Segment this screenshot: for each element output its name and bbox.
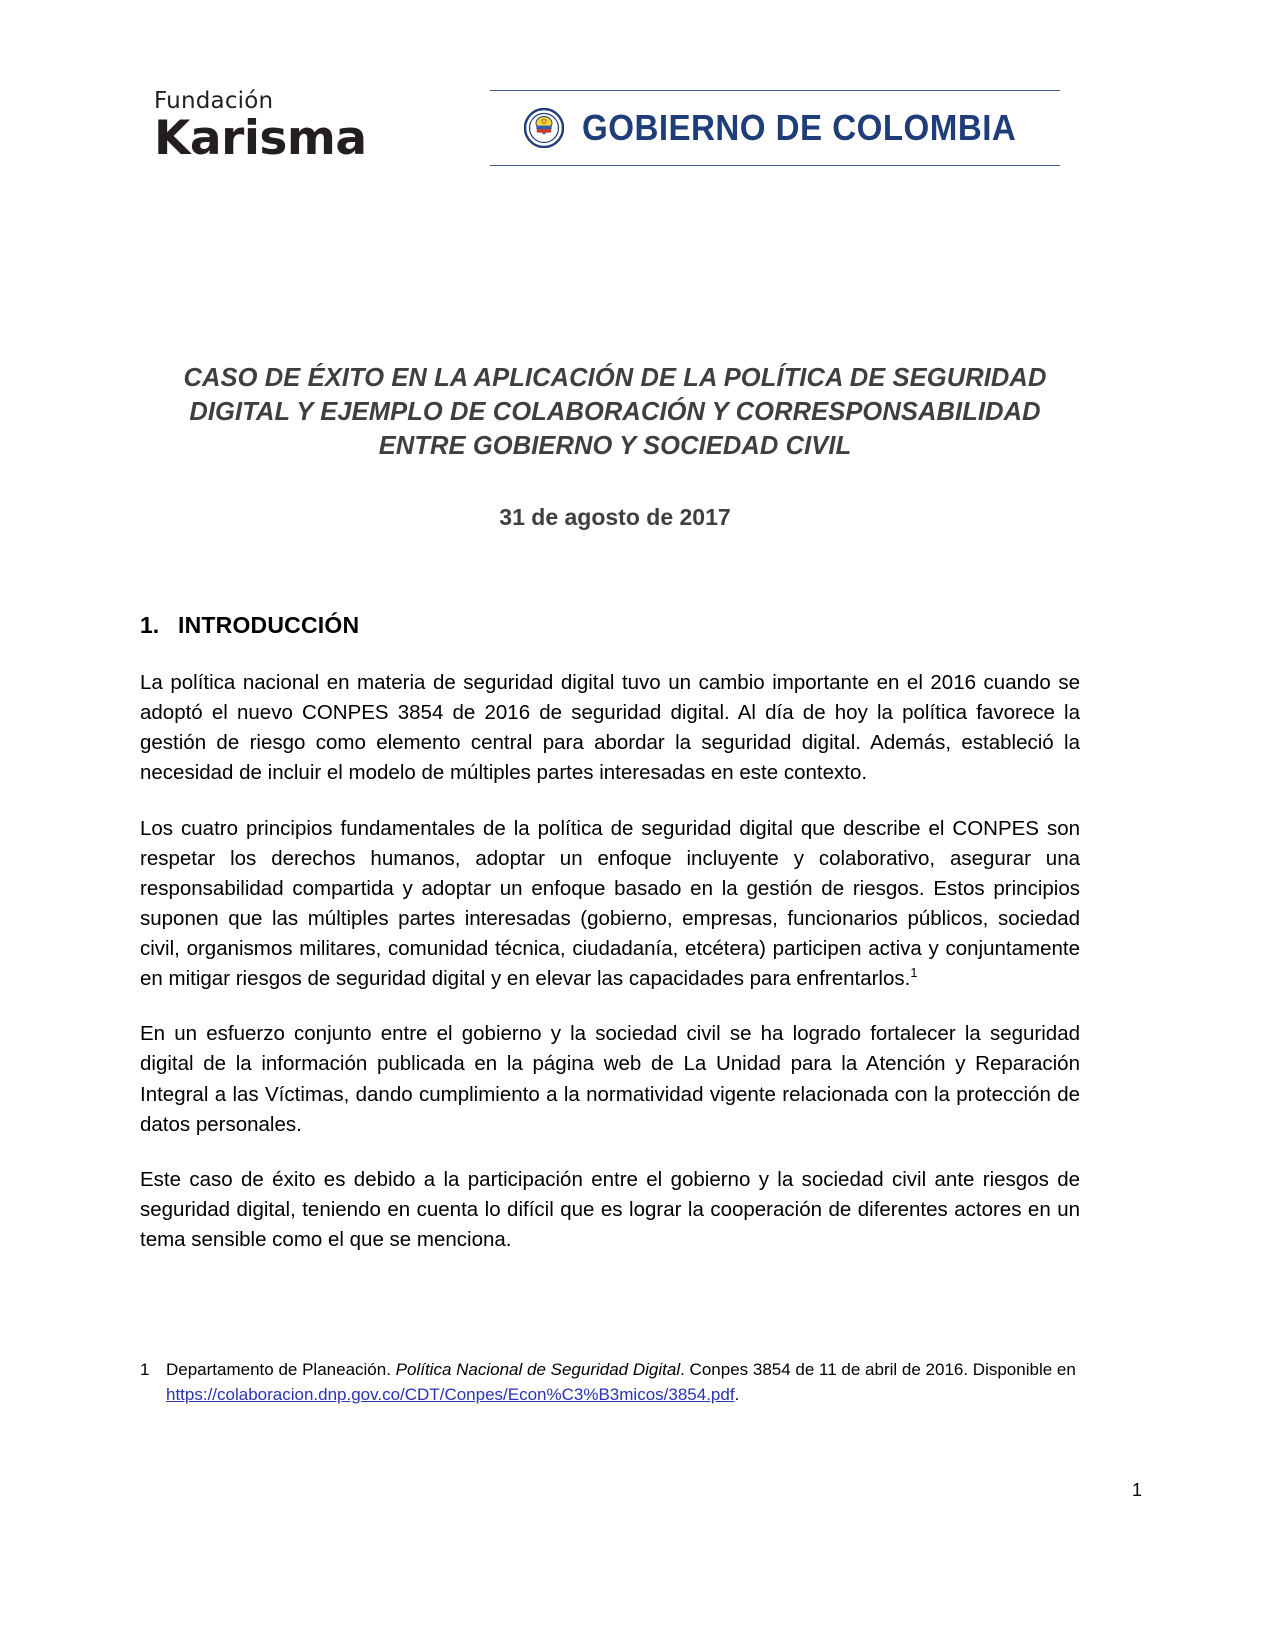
title-line-1: CASO DE ÉXITO EN LA APLICACIÓN DE LA POLÍTICA DE SEGURIDAD [183, 364, 1047, 392]
gobierno-de-colombia-text: GOBIERNO DE COLOMBIA [582, 107, 1017, 148]
footnote-url-link[interactable]: https://colaboracion.dnp.gov.co/CDT/Conpes/Econ%C3%B3micos/3854.pdf [166, 1384, 735, 1404]
footnote-italic-title: Política Nacional de Seguridad Digital [395, 1360, 681, 1379]
footnote-marker: 1 [140, 1360, 150, 1379]
header-rule-bottom [490, 165, 1060, 166]
page-title [150, 362, 1080, 464]
footnote-area [140, 1358, 1080, 1407]
footnote-text-after: . Conpes 3854 de 11 de abril de 2016. Disponible en [680, 1360, 1076, 1379]
section-number: 1. [140, 612, 160, 638]
section-heading-introduccion [140, 612, 1080, 639]
paragraph-4: Este caso de éxito es debido a la participación entre el gobierno y la sociedad civil ante riesgos de seguridad digital, teniendo en cuenta lo difícil que es lograr la cooperación de diferentes actores en un tema sensible como el que se menciona. [140, 1167, 1080, 1251]
footnote-text-before: Departamento de Planeación. [166, 1360, 396, 1379]
colombia-coat-of-arms-seal-icon [524, 108, 564, 148]
paragraph-2-text: Los cuatro principios fundamentales de la política de seguridad digital que describe el CONPES son respetar los derechos humanos, adoptar un enfoque incluyente y colaborativo, asegurar una responsabilidad compartida y adoptar un enfoque basado en la gestión de riesgos. Estos principios suponen que las múltiples partes interesadas (gobierno, empresas, funcionarios públicos, sociedad civil, organismos militares, comunidad técnica, ciudadanía, etcétera) participen activa y conjuntamente en mitigar riesgos de seguridad digital y en elevar las capacidades para enfrentarlos. [140, 816, 1080, 991]
karisma-wordmark: Karisma [154, 111, 367, 166]
document-header [140, 72, 1140, 202]
footnote-1 [140, 1358, 1080, 1407]
paragraph-2 [140, 814, 1080, 995]
fundacion-karisma-logo [154, 88, 367, 166]
title-block [150, 362, 1080, 531]
footnote-text-end: . [734, 1384, 740, 1404]
gov-logo-body [490, 91, 1060, 165]
paragraph-1: La política nacional en materia de seguridad digital tuvo un cambio importante en el 2016 cuando se adoptó el nuevo CONPES 3854 de 2016 de seguridad digital. Al día de hoy la política favorece la gestión de riesgo como elemento central para abordar la seguridad digital. Además, estableció la necesidad de incluir el modelo de múltiples partes interesadas en este contexto. [140, 671, 1080, 785]
body-content [140, 668, 1080, 1255]
document-date: 31 de agosto de 2017 [499, 503, 731, 530]
footnote-reference-1[interactable]: 1 [910, 965, 918, 981]
karisma-fundacion-label: Fundación [154, 88, 274, 114]
paragraph-3: En un esfuerzo conjunto entre el gobierno y la sociedad civil se ha logrado fortalecer la seguridad digital de la información publicada en la página web de La Unidad para la Atención y Reparación Integral a las Víctimas, dando cumplimiento a la normatividad vigente relacionada con la protección de datos personales. [140, 1022, 1080, 1136]
title-line-2: DIGITAL Y EJEMPLO DE COLABORACIÓN Y CORRESPONSABILIDAD [189, 397, 1041, 426]
footnote-body [166, 1358, 1080, 1407]
section-title: INTRODUCCIÓN [178, 612, 360, 638]
title-line-3: ENTRE GOBIERNO Y SOCIEDAD CIVIL [378, 431, 852, 460]
gobierno-de-colombia-logo [490, 90, 1060, 166]
page-number: 1 [1131, 1480, 1142, 1500]
